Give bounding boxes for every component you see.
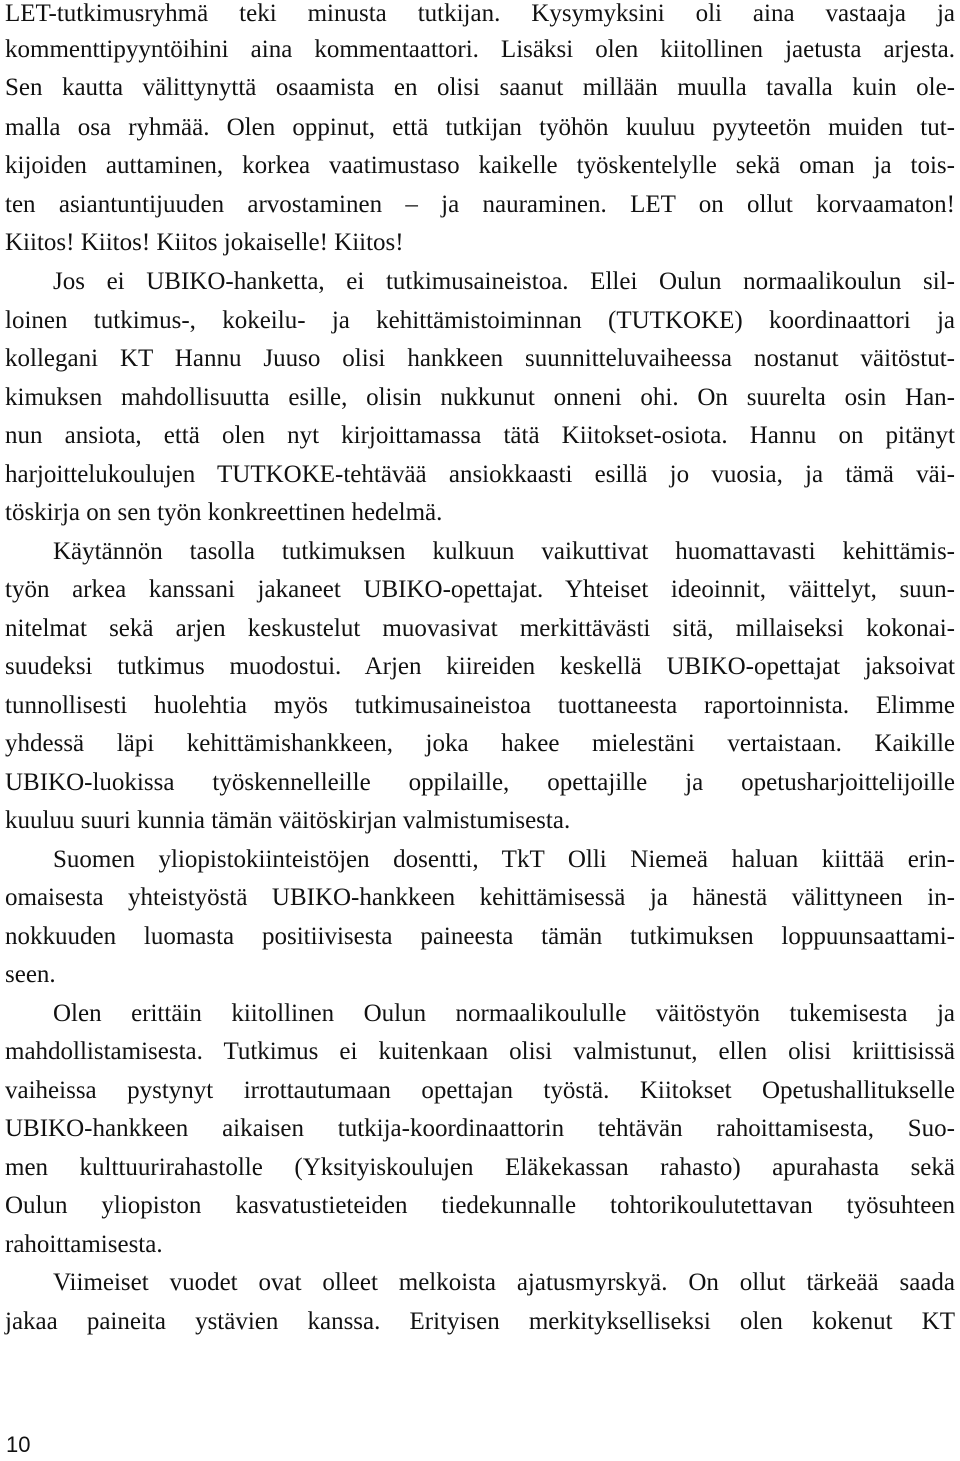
- text-line: kimuksen mahdollisuutta esille, olisin nukkunut onneni ohi. On suurelta osin Han-: [5, 384, 955, 411]
- text-line: ten asiantuntijuuden arvostaminen – ja nauraminen. LET on ollut korvaamaton!: [5, 191, 955, 218]
- text-line: malla osa ryhmää. Olen oppinut, että tutkijan työhön kuuluu pyyteetön muiden tut-: [5, 114, 955, 141]
- page-number: 10: [6, 1432, 31, 1457]
- text-line: UBIKO-hankkeen aikaisen tutkija-koordinaattorin tehtävän rahoittamisesta, Suo-: [5, 1115, 955, 1142]
- text-line: yhdessä läpi kehittämishankkeen, joka hakee mielestäni vertaistaan. Kaikille: [5, 730, 955, 757]
- text-line: Sen kautta välittynyttä osaamista en olisi saanut millään muulla tavalla kuin ole-: [5, 74, 955, 101]
- text-line: seen.: [5, 961, 56, 988]
- text-line: työn arkea kanssani jakaneet UBIKO-opettajat. Yhteiset ideoinnit, väittelyt, suun-: [5, 576, 955, 603]
- text-line: omaisesta yhteistyöstä UBIKO-hankkeen kehittämisessä ja hänestä välittyneen in-: [5, 884, 955, 911]
- text-line: kollegani KT Hannu Juuso olisi hankkeen suunnitteluvaiheessa nostanut väitöstut-: [5, 345, 955, 372]
- text-line: harjoittelukoulujen TUTKOKE-tehtävää ansiokkaasti esillä jo vuosia, ja tämä väi-: [5, 461, 955, 488]
- text-line: töskirja on sen työn konkreettinen hedelmä.: [5, 499, 443, 526]
- paragraph-first-line: Käytännön tasolla tutkimuksen kulkuun vaikuttivat huomattavasti kehittämis-: [53, 538, 955, 565]
- paragraph-first-line: Jos ei UBIKO-hanketta, ei tutkimusaineistoa. Ellei Oulun normaalikoulun sil-: [53, 268, 955, 295]
- text-line: nitelmat sekä arjen keskustelut muovasivat merkittävästi sitä, millaiseksi kokonai-: [5, 615, 955, 642]
- text-line: men kulttuurirahastolle (Yksityiskoulujen Eläkekassan rahasto) apurahasta sekä: [5, 1154, 955, 1181]
- text-line: loinen tutkimus-, kokeilu- ja kehittämistoiminnan (TUTKOKE) koordinaattori ja: [5, 307, 955, 334]
- text-line: jakaa paineita ystävien kanssa. Erityisen merkitykselliseksi olen kokenut KT: [5, 1308, 955, 1335]
- text-line: nun ansiota, että olen nyt kirjoittamassa tätä Kiitokset-osiota. Hannu on pitänyt: [5, 422, 955, 449]
- text-line: suudeksi tutkimus muodostui. Arjen kiireiden keskellä UBIKO-opettajat jaksoivat: [5, 653, 955, 680]
- text-line: rahoittamisesta.: [5, 1231, 163, 1258]
- paragraph-first-line: Suomen yliopistokiinteistöjen dosentti, TkT Olli Niemeä haluan kiittää erin-: [53, 846, 955, 873]
- text-line: Oulun yliopiston kasvatustieteiden tiedekunnalle tohtorikoulutettavan työsuhteen: [5, 1192, 955, 1219]
- text-line: kijoiden auttaminen, korkea vaatimustaso kaikelle työskentelylle sekä oman ja tois-: [5, 152, 955, 179]
- text-line: vaiheissa pystynyt irrottautumaan opettajan työstä. Kiitokset Opetushallitukselle: [5, 1077, 955, 1104]
- paragraph-first-line: Olen erittäin kiitollinen Oulun normaalikoululle väitöstyön tukemisesta ja: [53, 1000, 955, 1027]
- text-line: nokkuuden luomasta positiivisesta paineesta tämän tutkimuksen loppuunsaattami-: [5, 923, 955, 950]
- text-line: kuuluu suuri kunnia tämän väitöskirjan valmistumisesta.: [5, 807, 571, 834]
- text-line: Kiitos! Kiitos! Kiitos jokaiselle! Kiitos!: [5, 229, 404, 256]
- text-line: kommenttipyyntöihini aina kommentaattori. Lisäksi olen kiitollinen jaetusta arjesta.: [5, 36, 955, 63]
- text-line: tunnollisesti huolehtia myös tutkimusaineistoa tuottaneesta raportoinnista. Elimme: [5, 692, 955, 719]
- text-line: mahdollistamisesta. Tutkimus ei kuitenkaan olisi valmistunut, ellen olisi kriittisissä: [5, 1038, 955, 1065]
- paragraph-first-line: Viimeiset vuodet ovat olleet melkoista ajatusmyrskyä. On ollut tärkeää saada: [53, 1269, 955, 1296]
- text-line: UBIKO-luokissa työskennelleille oppilaille, opettajille ja opetusharjoittelijoille: [5, 769, 955, 796]
- text-line: LET-tutkimusryhmä teki minusta tutkijan. Kysymyksini oli aina vastaaja ja: [5, 0, 955, 27]
